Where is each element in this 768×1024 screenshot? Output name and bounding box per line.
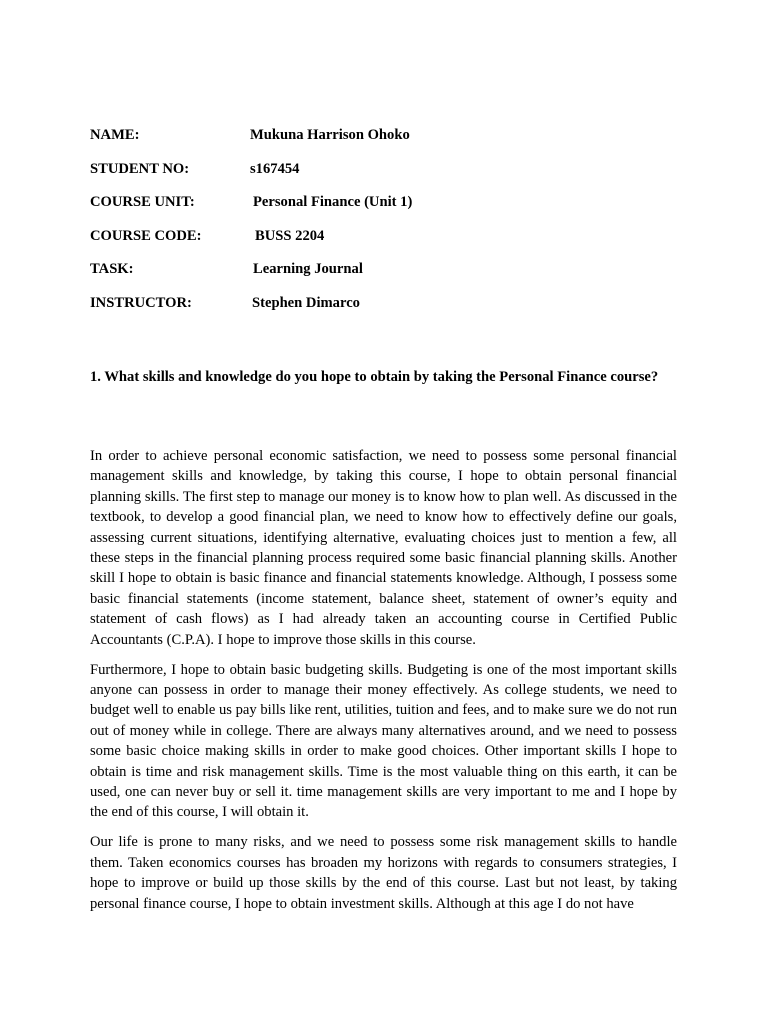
info-row-course-unit: [90, 193, 690, 227]
instructor-value: Stephen Dimarco: [252, 294, 360, 311]
student-no-label: STUDENT NO:: [90, 160, 190, 177]
course-code-value: BUSS 2204: [255, 227, 325, 244]
info-row-name: [90, 126, 690, 160]
paragraph: Furthermore, I hope to obtain basic budgeting skills. Budgeting is one of the most important skills anyone can possess in order to manage their money effectively. As college students, we need to budget well to enable us pay bills like rent, utilities, tuition and fees, and to make sure we do not run out of money while in college. There are always many alternatives around, and we need to possess some basic choice making skills in order to make good choices. Other important skills I hope to obtain is time and risk management skills. Time is the most valuable thing on this earth, it can be used, one can never buy or sell it. time management skills are very important to me and I hope by the end of this course, I will obtain it.: [90, 661, 677, 821]
name-label: NAME:: [90, 127, 140, 143]
course-code-label: COURSE CODE:: [90, 227, 202, 244]
paragraph: In order to achieve personal economic satisfaction, we need to possess some personal financial management skills and knowledge, by taking this course, I hope to obtain personal financial planning skills. The first step to manage our money is to know how to plan well. As discussed in the textbook, to develop a good financial plan, we need to know how to effectively define our goals, assessing current situations, identifying alternative, evaluating choices just to mention a few, all these steps in the financial planning process required some basic financial planning skills. Another skill I hope to obtain is basic finance and financial statements knowledge. Although, I possess some basic financial statements (income statement, balance sheet, statement of owner’s equity and statement of cash flows) as I had already taken an accounting course in Certified Public Accountants (C.P.A). I hope to improve those skills in this course.: [90, 448, 677, 648]
answer-body: [90, 446, 677, 923]
info-row-student-no: [90, 160, 690, 194]
paragraph: Our life is prone to many risks, and we need to possess some risk management skills to handle them. Taken economics courses has broaden my horizons with regards to consumers strategies, I hope to improve or build up those skills by the end of this course. Last but not least, by taking personal finance course, I hope to obtain investment skills. Although at this age I do not have: [90, 834, 677, 912]
task-label: TASK:: [90, 261, 134, 277]
instructor-label: INSTRUCTOR:: [90, 294, 192, 311]
info-row-instructor: [90, 294, 690, 328]
course-unit-label: COURSE UNIT:: [90, 194, 195, 210]
info-row-course-code: [90, 227, 690, 261]
student-no-value: s167454: [250, 160, 300, 177]
info-row-task: [90, 260, 690, 294]
task-value: Learning Journal: [253, 261, 363, 277]
course-unit-value: Personal Finance (Unit 1): [253, 194, 413, 210]
question-heading: 1. What skills and knowledge do you hope to obtain by taking the Personal Finance course?: [90, 369, 659, 385]
student-info-block: [90, 126, 690, 327]
name-value: Mukuna Harrison Ohoko: [250, 127, 410, 143]
